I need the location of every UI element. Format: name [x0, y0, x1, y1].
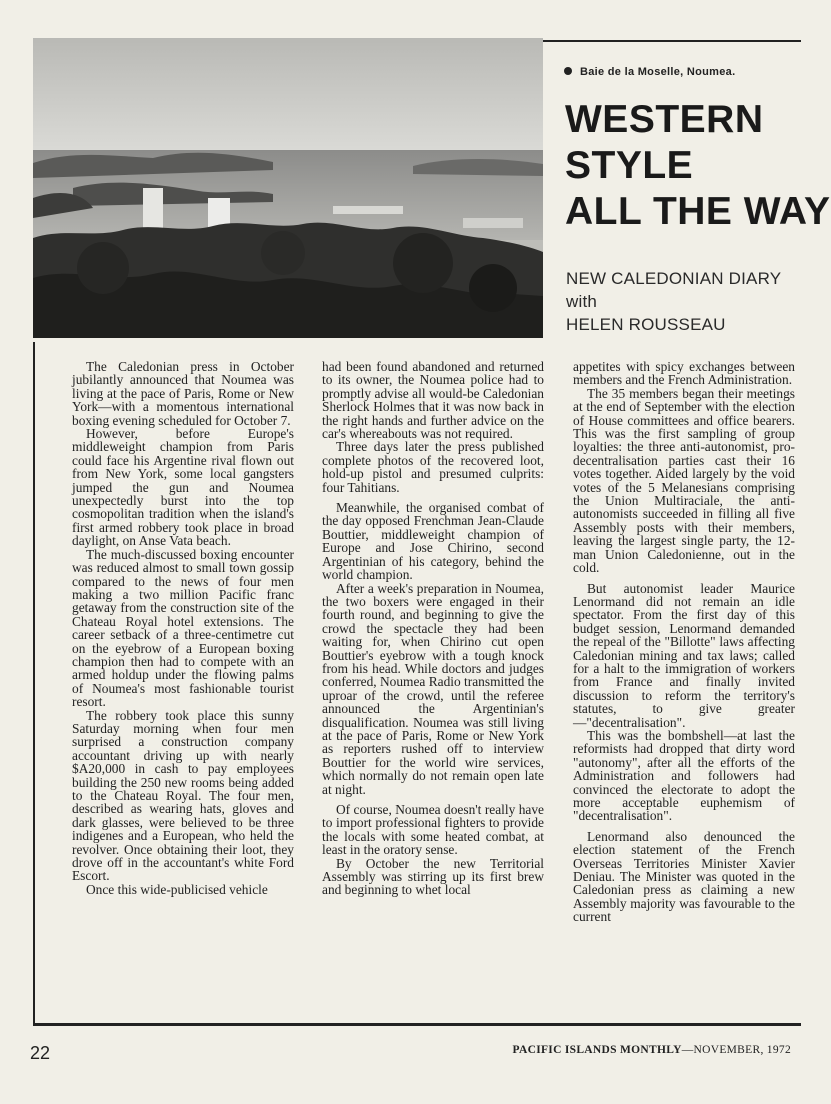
- text-column-1: [72, 360, 294, 1020]
- paragraph: Of course, Noumea doesn't really have to import professional fighters to provide the locals with some heated combat, at least in the oratory sense.: [322, 802, 544, 858]
- harbour-photo-image: [33, 38, 543, 338]
- paragraph: Lenormand also denounced the election statement of the French Overseas Territories Minister Xavier Deniau. The Minister was quoted in the Caledonian press as claiming a new Assembly majority was favourable to the current: [573, 828, 795, 925]
- paragraph: But autonomist leader Maurice Lenormand did not remain an idle spectator. From the first day of this budget session, Lenormand demanded the repeal of the "Billotte" laws affecting Caledonian mining and tax laws; called for a halt to the immigration of workers from France and finally invited discussion to reform the territory's statutes, to give greater—"decentralisation".: [573, 580, 795, 730]
- paragraph: The robbery took place this sunny Saturday morning when four men surprised a construction company accountant driving up with nearly $A20,000 in cash to pay employees building the 250 new rooms being added to the Chateau Royal. The four men, described as wearing hats, gloves and dark glasses, were believed to be three indigenes and a European, who held the revolver. Once obtaining their loot, they drove off in the accountant's white Ford Escort.: [72, 707, 294, 884]
- bullet-dot-icon: [564, 67, 572, 75]
- publication-name: PACIFIC ISLANDS MONTHLY: [512, 1044, 682, 1056]
- paragraph: By October the new Territorial Assembly was stirring up its first brew and beginning to whet local: [322, 855, 544, 898]
- byline: [566, 267, 796, 336]
- paragraph: had been found abandoned and returned to its owner, the Noumea police had to promptly advise all would-be Caledonian Sherlock Holmes that it was now back in the right hands and further advice on the car's whereabouts was not required.: [322, 359, 544, 442]
- text-column-3: [573, 360, 795, 1020]
- issue-date: —NOVEMBER, 1972: [681, 1044, 791, 1056]
- paragraph: Once this wide-publicised vehicle: [86, 881, 268, 897]
- headline: [565, 97, 831, 235]
- paragraph: However, before Europe's middleweight champion from Paris could face his Argentine rival flown out from New York, some local gangsters jumped the gun and Noumea unexpectedly burst into the top cosmopolitan tradition when the island's first armed robbery took place in broad daylight, on Anse Vata beach.: [72, 426, 294, 549]
- publication-footer: [513, 1044, 791, 1056]
- paragraph: This was the bombshell—at last the reformists had dropped that dirty word "autonomy", after all the efforts of the Administration and followers had convinced the electorate to adopt the more acceptable euphemism of "decentralisation".: [573, 727, 795, 824]
- headline-line-1: WESTERN: [565, 98, 764, 141]
- paragraph: After a week's preparation in Noumea, the two boxers were engaged in their fourth round, and beginning to give the crowd the spectacle they had been waiting for, when Chirino cut open Bouttier's eyebrow with a tough knock from his head. While doctors and judges conferred, Noumea Radio transmitted the uproar of the crowd, until the referee announced the Argentinian's disqualification. Noumea was still living at the pace of Paris, Rome or New York as reporters rushed off to interview Bouttier for the world wire services, which normally do not remain open late at night.: [322, 580, 544, 797]
- harbour-photo: [33, 38, 543, 338]
- byline-with: with: [566, 292, 598, 311]
- paragraph: appetites with spicy exchanges between members and the French Administration.: [573, 359, 795, 388]
- headline-line-3: ALL THE WAY: [565, 190, 831, 233]
- byline-author: HELEN ROUSSEAU: [566, 315, 726, 334]
- page-number: 22: [30, 1043, 51, 1063]
- headline-line-2: STYLE: [565, 144, 694, 187]
- byline-series: NEW CALEDONIAN DIARY: [566, 269, 782, 288]
- paragraph: The much-discussed boxing encounter was reduced almost to small town gossip compared to the news of four men making a two million Pacific franc getaway from the construction site of the Chateau Royal hotel extensions. The career setback of a three-centimetre cut on the eyebrow of a European boxing champion then had to compete with an armed holdup under the flowing palms of Noumea's most fashionable tourist resort.: [72, 546, 294, 710]
- text-column-2: [322, 360, 544, 1020]
- top-rule: [542, 40, 801, 42]
- paragraph: Three days later the press published complete photos of the recovered loot, hold-up pistol and presumed culprits: four Tahitians.: [322, 439, 544, 495]
- paragraph: The Caledonian press in October jubilantly announced that Noumea was living at the pace of Paris, Rome or New York—with a momentous international boxing evening scheduled for October 7.: [72, 359, 294, 428]
- photo-caption: [564, 66, 801, 78]
- paragraph: Meanwhile, the organised combat of the day opposed Frenchman Jean-Claude Bouttier, middleweight champion of Europe and Jose Chirino, second Argentinian of his category, behind the world champion.: [322, 500, 544, 583]
- frame-left-rule: [33, 342, 35, 1025]
- frame-bottom-rule: [33, 1023, 801, 1026]
- caption-text: Baie de la Moselle, Noumea.: [580, 66, 736, 78]
- paragraph: The 35 members began their meetings at the end of September with the election of House committees and office bearers. This was the first sampling of group loyalties: the three anti-autonomist, pro-decentralisation parties cast their 16 votes together. Aided largely by the void votes of the 5 Melanesians comprising the Union Multiraciale, the anti-autonomists succeeded in filling all five Assembly posts with their members, leaving the largest single party, the 12-man Union Caledonienne, out in the cold.: [573, 385, 795, 576]
